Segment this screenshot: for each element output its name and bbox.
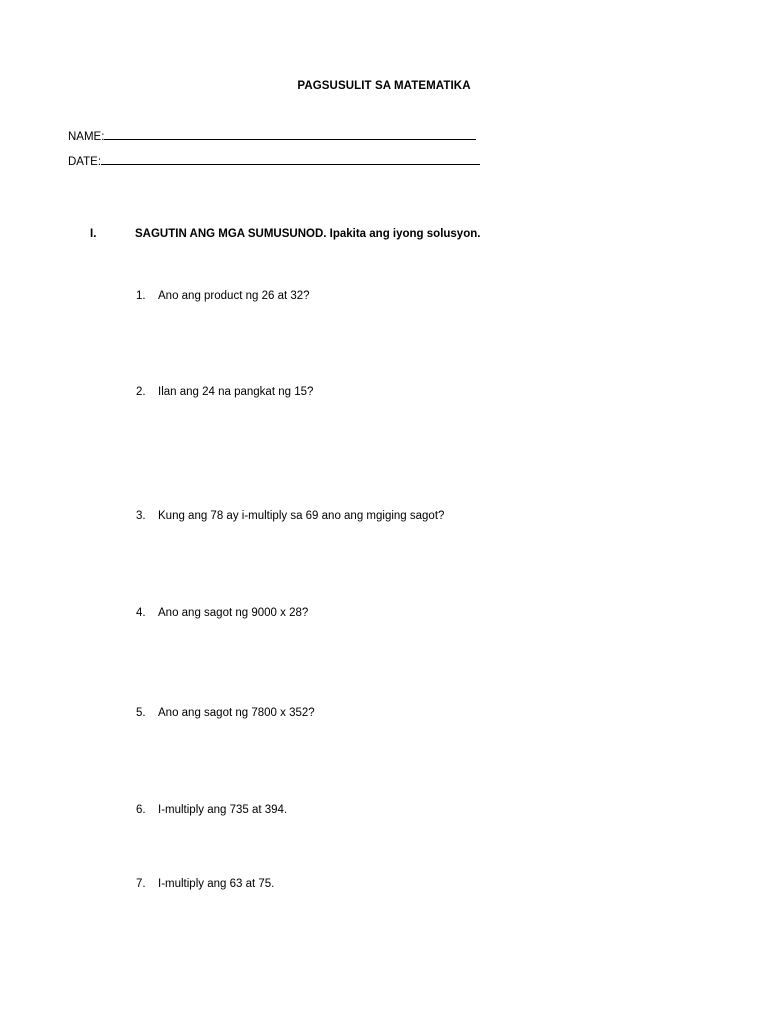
date-blank-line [101,153,480,165]
name-label: NAME: [68,131,105,143]
question-number: 5. [136,707,146,719]
question-number: 6. [136,804,146,816]
question-text: Ano ang sagot ng 9000 x 28? [158,607,309,619]
question-text: I-multiply ang 63 at 75. [158,878,275,890]
question-text: Kung ang 78 ay i-multiply sa 69 ano ang mgiging sagot? [158,510,445,522]
question-number: 7. [136,878,146,890]
document-title: PAGSUSULIT SA MATEMATIKA [297,80,471,92]
question-text: Ano ang product ng 26 at 32? [158,290,310,302]
question-number: 2. [136,386,146,398]
question-text: Ilan ang 24 na pangkat ng 15? [158,386,314,398]
name-field [68,128,476,143]
section-number: I. [90,228,97,240]
date-label: DATE: [68,156,102,168]
date-field [68,153,480,168]
name-blank-line [104,128,476,140]
question-number: 3. [136,510,146,522]
question-text: Ano ang sagot ng 7800 x 352? [158,707,315,719]
question-text: I-multiply ang 735 at 394. [158,804,288,816]
question-number: 1. [136,290,146,302]
question-number: 4. [136,607,146,619]
section-instruction: SAGUTIN ANG MGA SUMUSUNOD. Ipakita ang iyong solusyon. [135,228,481,240]
